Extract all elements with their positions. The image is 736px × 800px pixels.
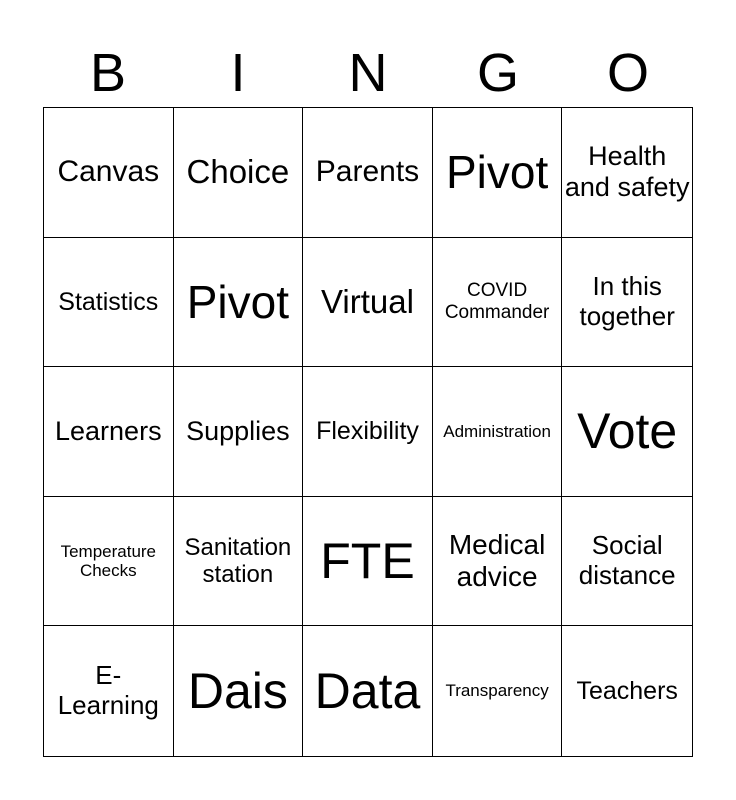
cell-label: Flexibility bbox=[316, 417, 419, 446]
cell-label: Temperature Checks bbox=[60, 541, 157, 581]
bingo-cell[interactable] bbox=[562, 367, 692, 497]
bingo-cell[interactable] bbox=[433, 108, 563, 238]
bingo-cell[interactable] bbox=[562, 108, 692, 238]
cell-label: Sanitation station bbox=[184, 533, 292, 589]
cell-label: Learners bbox=[55, 415, 162, 446]
bingo-cell[interactable] bbox=[174, 626, 304, 756]
bingo-cell[interactable] bbox=[303, 626, 433, 756]
bingo-cell[interactable] bbox=[174, 238, 304, 368]
bingo-cell[interactable] bbox=[44, 497, 174, 627]
bingo-cell[interactable] bbox=[303, 497, 433, 627]
bingo-cell[interactable] bbox=[562, 238, 692, 368]
cell-label: Transparency bbox=[445, 681, 549, 701]
cell-label: Choice bbox=[186, 153, 290, 191]
cell-label: Health and safety bbox=[564, 141, 690, 203]
bingo-cell[interactable] bbox=[44, 238, 174, 368]
cell-label: Statistics bbox=[58, 287, 159, 316]
cell-label: Canvas bbox=[57, 155, 160, 189]
bingo-cell[interactable] bbox=[433, 238, 563, 368]
header-letter-i: I bbox=[230, 43, 246, 103]
cell-label: Data bbox=[314, 662, 421, 719]
cell-label: In this together bbox=[579, 271, 675, 331]
bingo-cell[interactable] bbox=[562, 626, 692, 756]
cell-label: COVID Commander bbox=[444, 280, 550, 323]
bingo-cell[interactable] bbox=[433, 367, 563, 497]
bingo-cell[interactable] bbox=[303, 367, 433, 497]
bingo-cell[interactable] bbox=[174, 108, 304, 238]
bingo-cell[interactable] bbox=[174, 367, 304, 497]
bingo-cell[interactable] bbox=[433, 626, 563, 756]
cell-label: FTE bbox=[320, 532, 415, 589]
bingo-cell[interactable] bbox=[44, 626, 174, 756]
bingo-cell[interactable] bbox=[433, 497, 563, 627]
header-letter-b: B bbox=[89, 43, 127, 103]
bingo-board bbox=[43, 107, 693, 757]
header-letter-g: G bbox=[476, 43, 519, 103]
cell-label: Dais bbox=[187, 662, 288, 719]
cell-label: Administration bbox=[443, 421, 551, 441]
bingo-header bbox=[43, 40, 693, 106]
cell-label: Medical advice bbox=[448, 528, 546, 593]
header-letter-o: O bbox=[606, 43, 649, 103]
cell-label: Teachers bbox=[576, 676, 678, 705]
cell-label: Parents bbox=[315, 155, 420, 189]
bingo-cell[interactable] bbox=[174, 497, 304, 627]
bingo-cell[interactable] bbox=[44, 108, 174, 238]
bingo-cell[interactable] bbox=[303, 238, 433, 368]
cell-label: Pivot bbox=[186, 275, 290, 328]
bingo-cell[interactable] bbox=[303, 108, 433, 238]
bingo-cell[interactable] bbox=[44, 367, 174, 497]
bingo-cell[interactable] bbox=[562, 497, 692, 627]
cell-label: E-Learning bbox=[57, 660, 159, 721]
header-letter-n: N bbox=[348, 43, 388, 103]
cell-label: Vote bbox=[577, 402, 678, 459]
cell-label: Supplies bbox=[186, 415, 290, 446]
cell-label: Virtual bbox=[321, 282, 414, 320]
cell-label: Social distance bbox=[578, 530, 676, 591]
cell-label: Pivot bbox=[445, 146, 549, 198]
